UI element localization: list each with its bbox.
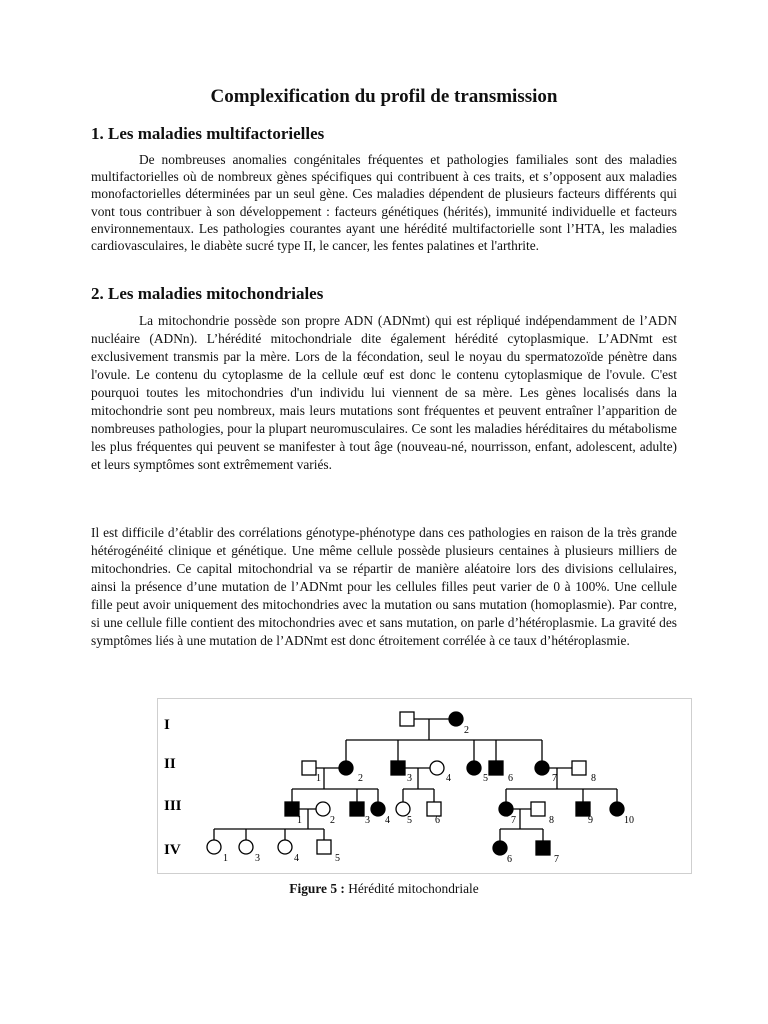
individual-III-6 [427, 802, 441, 816]
label-III-1: 1 [297, 815, 302, 826]
figure-caption-text: Hérédité mitochondriale [344, 881, 479, 896]
label-III-5: 5 [407, 815, 412, 826]
individual-III-5 [396, 802, 410, 816]
label-II-1: 1 [316, 773, 321, 784]
label-IV-4: 4 [294, 853, 299, 864]
label-II-4: 4 [446, 773, 451, 784]
label-III-10: 10 [624, 815, 634, 826]
label-IV-6: 6 [507, 854, 512, 865]
label-IV-1: 1 [223, 853, 228, 864]
label-III-9: 9 [588, 815, 593, 826]
label-II-2: 2 [358, 773, 363, 784]
generation-label-3: III [164, 798, 182, 814]
generation-label-4: IV [164, 842, 181, 858]
individual-II-6 [489, 761, 503, 775]
label-II-3: 3 [407, 773, 412, 784]
page-title: Complexification du profil de transmission [210, 86, 558, 107]
label-II-7: 7 [552, 773, 557, 784]
label-II-8: 8 [591, 773, 596, 784]
label-IV-7: 7 [554, 854, 559, 865]
label-I-2: 2 [464, 725, 469, 736]
label-III-7: 7 [511, 815, 516, 826]
label-IV-3: 3 [255, 853, 260, 864]
label-III-2: 2 [330, 815, 335, 826]
label-IV-5: 5 [335, 853, 340, 864]
individual-II-1 [302, 761, 316, 775]
individual-I-2 [449, 712, 463, 726]
individual-III-8 [531, 802, 545, 816]
individual-II-8 [572, 761, 586, 775]
pedigree-figure [157, 698, 692, 874]
individual-IV-3 [239, 840, 253, 854]
generation-label-1: I [164, 717, 170, 733]
individual-II-7 [535, 761, 549, 775]
individual-IV-6 [493, 841, 507, 855]
section-heading-multifactorial: 1. Les maladies multifactorielles [91, 124, 325, 143]
generation-label-2: II [164, 756, 176, 772]
individual-III-9 [576, 802, 590, 816]
pedigree-chart [158, 699, 691, 873]
paragraph-mitochondrial-1: La mitochondrie possède son propre ADN (ADNmt) qui est répliqué indépendamment de l’ADN nucléaire (ADNn). L’hérédité mitochondriale dite également hérédité cytoplasmique. L’ADNmt est exclusivement transmis par la mère. Lors de la fécondation, seul le noyau du spermatozoïde pénètre dans l'ovule. Le contenu du cytoplasme de la cellule œuf est donc le contenu cytoplasmique de l'ovule. C'est pourquoi toutes les mitochondries d'un individu lui viennent de sa mère. Les gènes localisés dans la mitochondrie sont peu nombreux, mais leurs mutations sont fréquentes et peuvent entraîner l’apparition de nombreuses pathologies, pour la plupart neuromusculaires. Ce sont les maladies héréditaires du métabolisme les plus fréquentes qui peuvent se manifester à tout âge (nouveau-né, nourrisson, enfant, adolescent, adulte) et leurs symptômes sont extrêmement variés. [91, 313, 677, 472]
label-II-6: 6 [508, 773, 513, 784]
individual-I-1 [400, 712, 414, 726]
individual-II-4 [430, 761, 444, 775]
individual-III-1 [285, 802, 299, 816]
section-heading-mitochondrial: 2. Les maladies mitochondriales [91, 284, 324, 303]
paragraph-mitochondrial-2: Il est difficile d’établir des corrélations génotype-phénotype dans ces pathologies en raison de la très grande hétérogénéité clinique et génétique. Une même cellule possède plusieurs centaines à plusieurs milliers de mitochondries. Ce capital mitochondrial va se répartir de manière aléatoire lors des divisions cellulaires, ainsi la présence d’une mutation de l’ADNmt pour les cellules filles peut varier de 0 à 100%. Une cellule fille peut avoir uniquement des mitochondries avec la mutation ou sans mutation (homoplasmie). Par contre, si une cellule fille contient des mitochondries avec et sans mutation, on parle d’hétéroplasmie. La gravité des symptômes liés à une mutation de l’ADNmt est donc étroitement corrélée à ce taux d’hétéroplasmie. [91, 525, 677, 648]
label-III-8: 8 [549, 815, 554, 826]
label-III-3: 3 [365, 815, 370, 826]
paragraph-multifactorial: De nombreuses anomalies congénitales fréquentes et pathologies familiales sont des maladies multifactorielles où de nombreux gènes spécifiques qui contribuent à ces traits, et s’opposent aux maladies monofactorielles déterminées par un seul gène. Ces maladies dépendent de plusieurs facteurs différents qui vont tous contribuer à son développement : facteurs génétiques (hérités), immunité individuelle et facteurs environnementaux. Les pathologies courantes ayant une hérédité multifactorielle sont l’HTA, les maladies cardiovasculaires, le diabète sucré type II, le cancer, les fentes palatines et l'arthrite. [91, 152, 677, 254]
individual-IV-5 [317, 840, 331, 854]
individual-IV-7 [536, 841, 550, 855]
individual-III-10 [610, 802, 624, 816]
figure-caption [0, 881, 768, 897]
individual-III-2 [316, 802, 330, 816]
individual-IV-4 [278, 840, 292, 854]
figure-caption-label: Figure 5 : [289, 881, 345, 896]
label-II-5: 5 [483, 773, 488, 784]
individual-II-3 [391, 761, 405, 775]
individual-IV-1 [207, 840, 221, 854]
label-III-6: 6 [435, 815, 440, 826]
individual-II-5 [467, 761, 481, 775]
individual-II-2 [339, 761, 353, 775]
individual-III-4 [371, 802, 385, 816]
individual-III-7 [499, 802, 513, 816]
individual-III-3 [350, 802, 364, 816]
label-III-4: 4 [385, 815, 390, 826]
